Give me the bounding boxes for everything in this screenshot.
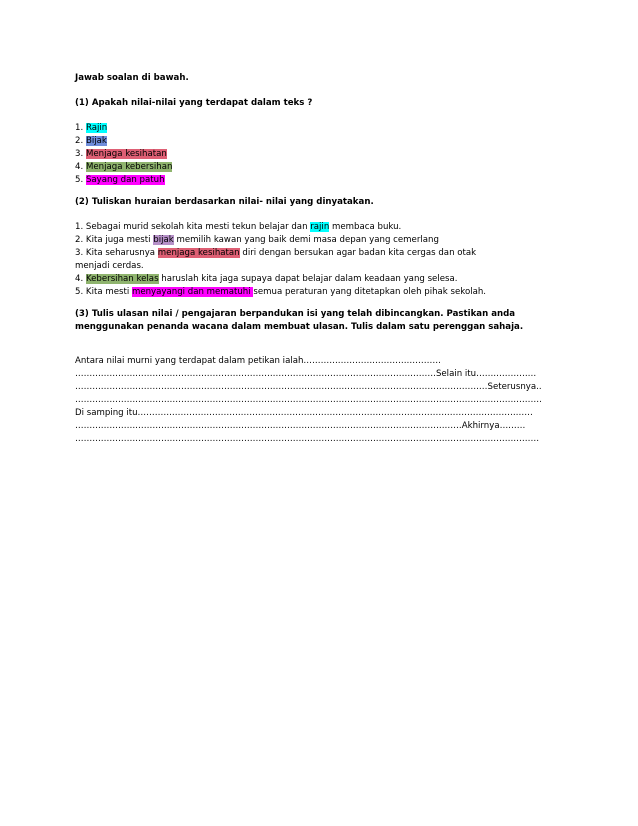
value-highlight: Bijak	[85, 136, 107, 146]
list-item: 4. Menjaga kebersihan	[75, 162, 173, 172]
instruction: Jawab soalan di bawah.	[75, 73, 189, 83]
value-highlight: menyayangi dan mematuhi	[131, 287, 254, 297]
list-item: 2. Bijak	[75, 136, 107, 146]
answer-line: ………………………………………………………………………………………………………………………………………………	[75, 434, 540, 444]
list-item: 3. Menjaga kesihatan	[75, 149, 167, 159]
value-highlight: Sayang dan patuh	[85, 175, 165, 185]
explanation-sentence: 1. Sebagai murid sekolah kita mesti tekun belajar dan rajin membaca buku.	[75, 222, 402, 232]
explanation-sentence: 4. Kebersihan kelas haruslah kita jaga supaya dapat belajar dalam keadaan yang selesa.	[75, 274, 458, 284]
question-3-line-2: menggunakan penanda wacana dalam membuat ulasan. Tulis dalam satu perenggan sahaja.	[75, 322, 524, 332]
answer-line: ………………………………………………………………………………………………………………Selain itu…………………	[75, 369, 537, 379]
list-item: 5. Sayang dan patuh	[75, 175, 165, 185]
answer-line: ………………………………………………………………………………………………………………………………Seterusnya..	[75, 382, 542, 392]
answer-line: Antara nilai murni yang terdapat dalam petikan ialah…………………………………………	[75, 356, 441, 366]
value-highlight: bijak	[153, 235, 174, 245]
explanation-sentence: 2. Kita juga mesti bijak memilih kawan yang baik demi masa depan yang cemerlang	[75, 235, 439, 245]
explanation-sentence: 5. Kita mesti menyayangi dan mematuhi semua peraturan yang ditetapkan oleh pihak sekolah.	[75, 287, 487, 297]
value-highlight: Rajin	[85, 123, 108, 133]
value-highlight: menjaga kesihatan	[157, 248, 240, 258]
answer-line: ……………………………………………………………………………………………………………………………………………….	[75, 395, 542, 405]
answer-line: Di samping itu…………………………………………………………………………………………………………………………	[75, 408, 533, 418]
question-3-line-1: (3) Tulis ulasan nilai / pengajaran berpandukan isi yang telah dibincangkan. Pastikan anda	[75, 309, 516, 319]
value-highlight: Kebersihan kelas	[85, 274, 159, 284]
question-1-heading: (1) Apakah nilai-nilai yang terdapat dalam teks ?	[75, 98, 313, 108]
question-2-heading: (2) Tuliskan huraian berdasarkan nilai- nilai yang dinyatakan.	[75, 197, 374, 207]
explanation-sentence-continued: menjadi cerdas.	[75, 261, 144, 271]
explanation-sentence: 3. Kita seharusnya menjaga kesihatan diri dengan bersukan agar badan kita cergas dan otak	[75, 248, 477, 258]
answer-line: ………………………………………………………………………………………………………………………Akhirnya………	[75, 421, 526, 431]
value-highlight: rajin	[310, 222, 330, 232]
value-highlight: Menjaga kesihatan	[85, 149, 167, 159]
worksheet	[75, 72, 545, 446]
list-item: 1. Rajin	[75, 123, 108, 133]
value-highlight: Menjaga kebersihan	[85, 162, 173, 172]
